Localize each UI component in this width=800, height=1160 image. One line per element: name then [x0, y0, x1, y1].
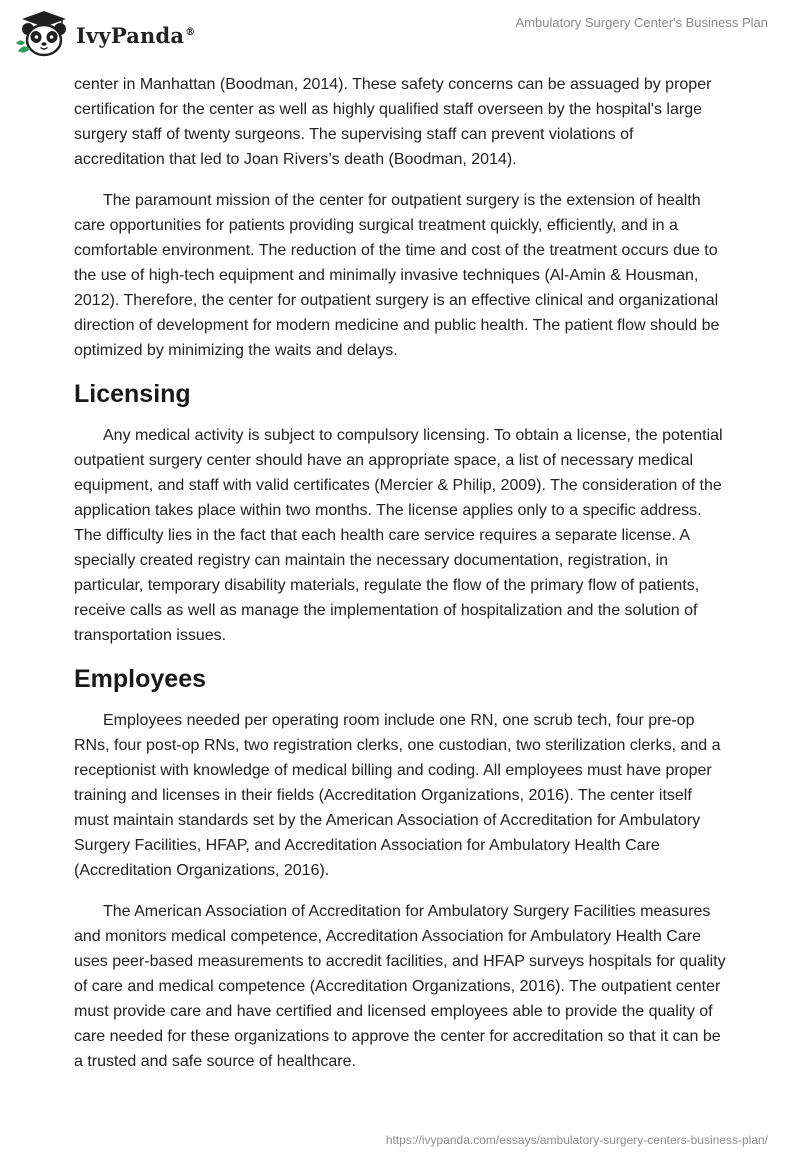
section-heading-employees: Employees	[74, 665, 207, 693]
source-url-link[interactable]: https://ivypanda.com/essays/ambulatory-surgery-centers-business-plan/	[385, 1133, 768, 1147]
essay-body	[74, 72, 726, 1090]
paragraph-mission: The paramount mission of the center for outpatient surgery is the extension of health care opportunities for patients providing surgical treatment quickly, efficiently, and in a comfortable environment. The reduction of the time and cost of the treatment occurs due to the use of high-tech equipment and minimally invasive techniques (Al-Amin & Housman, 2012). Therefore, the center for outpatient surgery is an effective clinical and organizational direction of development for modern medicine and public health. The patient flow should be optimized by minimizing the waits and delays.	[74, 192, 720, 359]
paragraph-employees-2: The American Association of Accreditation for Ambulatory Surgery Facilities measures and monitors medical competence, Accreditation Association for Ambulatory Health Care uses peer-based measurements to accredit facilities, and HFAP surveys hospitals for quality of care and medical competence (Accreditation Organizations, 2016). The outpatient center must provide care and have certified and licensed employees able to provide the quality of care needed for these organizations to approve the center for accreditation so that it can be a trusted and safe source of healthcare.	[74, 903, 726, 1070]
document-title: Ambulatory Surgery Center's Business Plan	[515, 15, 768, 30]
brand-name: IvyPanda®	[76, 22, 196, 48]
paragraph-continued: center in Manhattan (Boodman, 2014). These safety concerns can be assuaged by proper certification for the center as well as highly qualified staff overseen by the hospital's large surgery staff of twenty surgeons. The supervising staff can prevent violations of accreditation that led to Joan Rivers’s death (Boodman, 2014).	[74, 76, 712, 168]
section-heading-licensing: Licensing	[74, 380, 191, 408]
ivypanda-logo[interactable]	[14, 9, 195, 59]
panda-graduate-icon	[14, 9, 72, 59]
paragraph-licensing: Any medical activity is subject to compulsory licensing. To obtain a license, the potential outpatient surgery center should have an appropriate space, a list of necessary medical equipment, and staff with valid certificates (Mercier & Philip, 2009). The consideration of the application takes place within two months. The license applies only to a specific address. The difficulty lies in the fact that each health care service requires a separate license. A specially created registry can maintain the necessary documentation, registration, in particular, temporary disability materials, regulate the flow of the primary flow of patients, receive calls as well as manage the implementation of hospitalization and the solution of transportation issues.	[74, 427, 723, 644]
page-header	[0, 0, 800, 64]
paragraph-employees-1: Employees needed per operating room include one RN, one scrub tech, four pre-op RNs, four post-op RNs, two registration clerks, one custodian, two sterilization clerks, and a receptionist with knowledge of medical billing and coding. All employees must have proper training and licenses in their fields (Accreditation Organizations, 2016). The center itself must maintain standards set by the American Association of Accreditation for Ambulatory Surgery Facilities, HFAP, and Accreditation Association for Ambulatory Health Care (Accreditation Organizations, 2016).	[74, 712, 721, 879]
